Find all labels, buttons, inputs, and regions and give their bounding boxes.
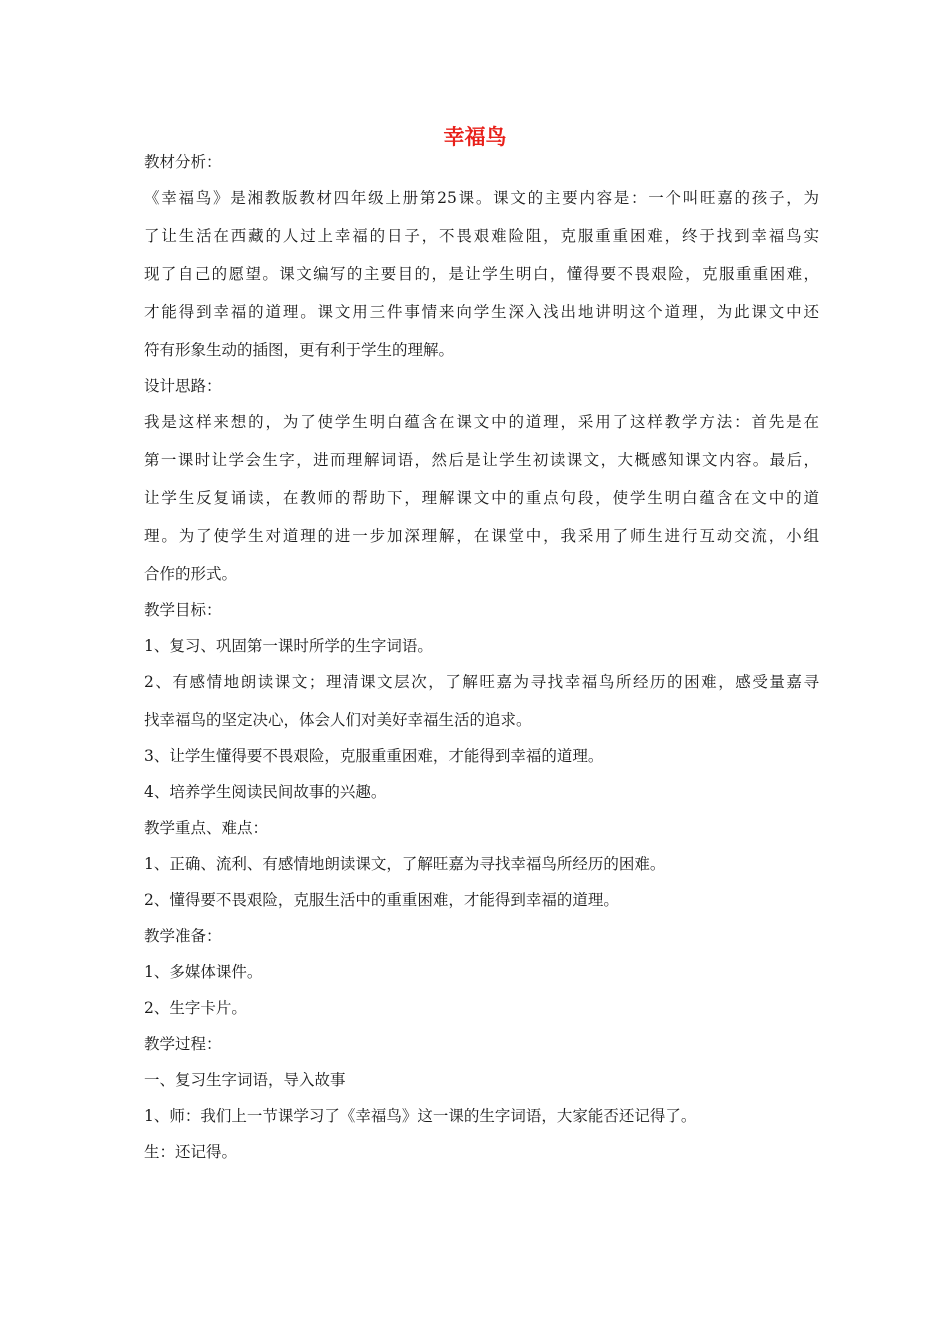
- paragraph-line: 我是这样来想的，为了使学生明白蕴含在课文中的道理，采用了这样教学方法：首先是在: [144, 413, 819, 431]
- paragraph-line: 第一课时让学会生字，进而理解词语，然后是让学生初读课文，大概感知课文内容。最后，: [144, 451, 819, 469]
- section-heading-design-idea: 设计思路：: [144, 377, 222, 395]
- document-title: 幸福鸟: [443, 125, 507, 149]
- list-item: 2、有感情地朗读课文；理清课文层次，了解旺嘉为寻找幸福鸟所经历的困难，感受量嘉寻: [144, 673, 819, 691]
- list-item: 1、多媒体课件。: [144, 963, 263, 981]
- list-item: 3、让学生懂得要不畏艰险，克服重重困难，才能得到幸福的道理。: [144, 747, 604, 765]
- paragraph-line: 理。为了使学生对道理的进一步加深理解，在课堂中，我采用了师生进行互动交流，小组: [144, 527, 819, 545]
- paragraph-line: 让学生反复诵读，在教师的帮助下，理解课文中的重点句段，使学生明白蕴含在文中的道: [144, 489, 819, 507]
- paragraph-line: 了让生活在西藏的人过上幸福的日子，不畏艰难险阻，克服重重困难，终于找到幸福鸟实: [144, 227, 819, 245]
- list-item-continued: 找幸福鸟的坚定决心，体会人们对美好幸福生活的追求。: [144, 711, 532, 729]
- list-item: 1、复习、巩固第一课时所学的生字词语。: [144, 637, 433, 655]
- document-body: [144, 150, 819, 1176]
- paragraph-line: 符有形象生动的插图，更有利于学生的理解。: [144, 341, 455, 359]
- dialogue-line: 生：还记得。: [144, 1143, 238, 1161]
- subsection-heading: 一、复习生字词语，导入故事: [144, 1071, 346, 1089]
- paragraph-line: 《幸福鸟》是湘教版教材四年级上册第25课。课文的主要内容是：一个叫旺嘉的孩子，为: [144, 189, 819, 207]
- dialogue-line: 1、师：我们上一节课学习了《幸福鸟》这一课的生字词语，大家能否还记得了。: [144, 1107, 697, 1125]
- section-heading-preparation: 教学准备：: [144, 927, 222, 945]
- paragraph-line: 才能得到幸福的道理。课文用三件事情来向学生深入浅出地讲明这个道理，为此课文中还: [144, 303, 819, 321]
- paragraph-line: 合作的形式。: [144, 565, 238, 583]
- list-item: 2、生字卡片。: [144, 999, 247, 1017]
- list-item: 2、懂得要不畏艰险，克服生活中的重重困难，才能得到幸福的道理。: [144, 891, 619, 909]
- paragraph-line: 现了自己的愿望。课文编写的主要目的，是让学生明白，懂得要不畏艰险，克服重重困难，: [144, 265, 819, 283]
- section-heading-material-analysis: 教材分析：: [144, 153, 222, 171]
- section-heading-process: 教学过程：: [144, 1035, 222, 1053]
- list-item: 1、正确、流利、有感情地朗读课文，了解旺嘉为寻找幸福鸟所经历的困难。: [144, 855, 666, 873]
- list-item: 4、培养学生阅读民间故事的兴趣。: [144, 783, 387, 801]
- section-heading-teaching-goals: 教学目标：: [144, 601, 222, 619]
- section-heading-key-points: 教学重点、难点：: [144, 819, 269, 837]
